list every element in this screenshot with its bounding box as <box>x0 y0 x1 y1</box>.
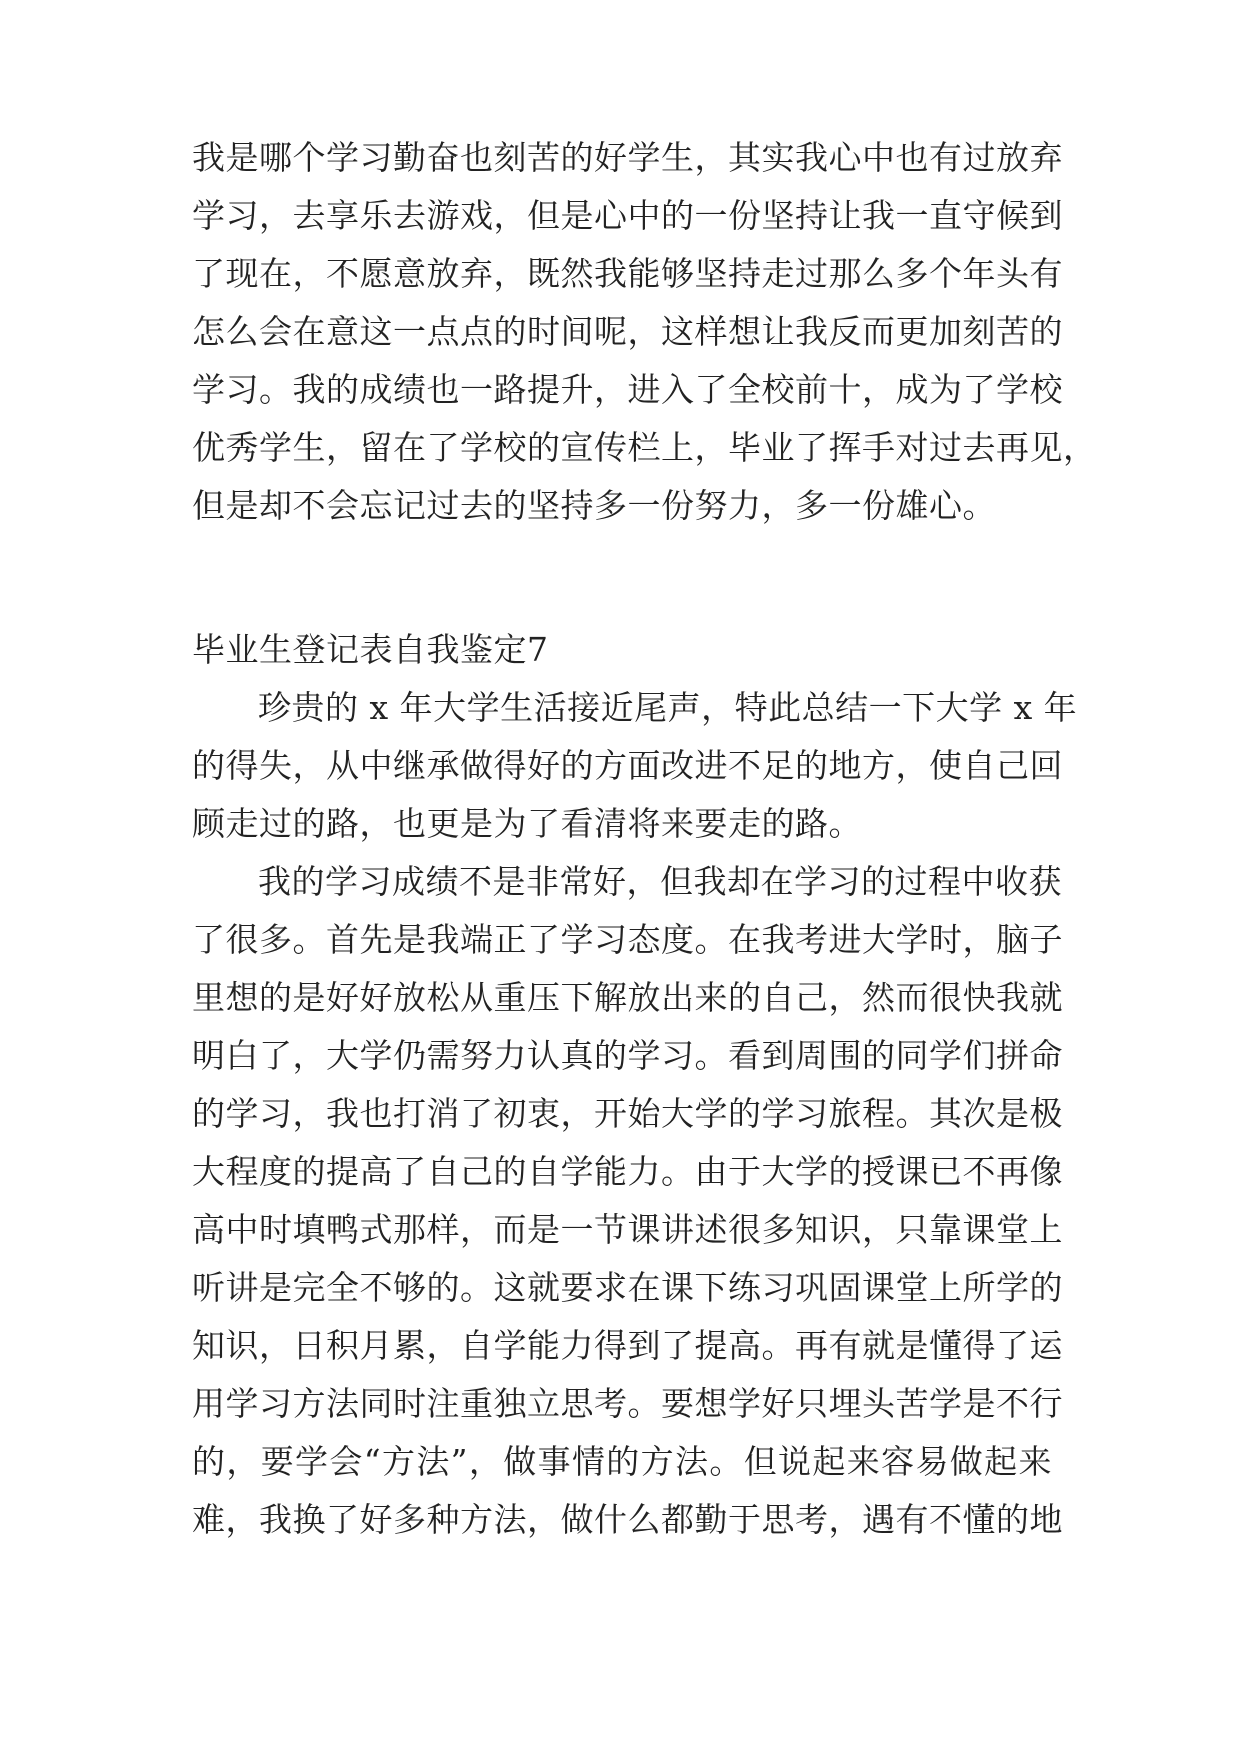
text-line: 明白了，大学仍需努力认真的学习。看到周围的同学们拼命 <box>192 1036 1063 1075</box>
text-line: 优秀学生，留在了学校的宣传栏上，毕业了挥手对过去再见， <box>192 428 1097 467</box>
text-line: 的学习，我也打消了初衷，开始大学的学习旅程。其次是极 <box>192 1094 1063 1133</box>
text-line: 大程度的提高了自己的自学能力。由于大学的授课已不再像 <box>192 1152 1063 1191</box>
text-line: 知识，日积月累，自学能力得到了提高。再有就是懂得了运 <box>192 1326 1063 1365</box>
text-line: 用学习方法同时注重独立思考。要想学好只埋头苦学是不行 <box>192 1384 1063 1423</box>
section-heading: 毕业生登记表自我鉴定7 <box>192 630 549 669</box>
text-line: 听讲是完全不够的。这就要求在课下练习巩固课堂上所学的 <box>192 1268 1063 1307</box>
text-line: 高中时填鸭式那样，而是一节课讲述很多知识，只靠课堂上 <box>192 1210 1063 1249</box>
text-line: 的，要学会“方法”，做事情的方法。但说起来容易做起来 <box>192 1442 1052 1481</box>
text-line: 难，我换了好多种方法，做什么都勤于思考，遇有不懂的地 <box>192 1500 1063 1539</box>
text-line: 顾走过的路，也更是为了看清将来要走的路。 <box>192 804 862 843</box>
text-line: 我的学习成绩不是非常好，但我却在学习的过程中收获 <box>258 862 1062 901</box>
text-line: 里想的是好好放松从重压下解放出来的自己，然而很快我就 <box>192 978 1063 1017</box>
text-line: 学习，去享乐去游戏，但是心中的一份坚持让我一直守候到 <box>192 196 1063 235</box>
text-line: 我是哪个学习勤奋也刻苦的好学生，其实我心中也有过放弃 <box>192 138 1063 177</box>
text-line: 了很多。首先是我端正了学习态度。在我考进大学时，脑子 <box>192 920 1063 959</box>
text-line: 珍贵的 x 年大学生活接近尾声，特此总结一下大学 x 年 <box>258 688 1078 727</box>
text-line: 怎么会在意这一点点的时间呢，这样想让我反而更加刻苦的 <box>192 312 1063 351</box>
text-line: 学习。我的成绩也一路提升，进入了全校前十，成为了学校 <box>192 370 1063 409</box>
text-line: 了现在，不愿意放弃，既然我能够坚持走过那么多个年头有 <box>192 254 1063 293</box>
text-line: 但是却不会忘记过去的坚持多一份努力，多一份雄心。 <box>192 486 996 525</box>
text-line: 的得失，从中继承做得好的方面改进不足的地方，使自己回 <box>192 746 1063 785</box>
